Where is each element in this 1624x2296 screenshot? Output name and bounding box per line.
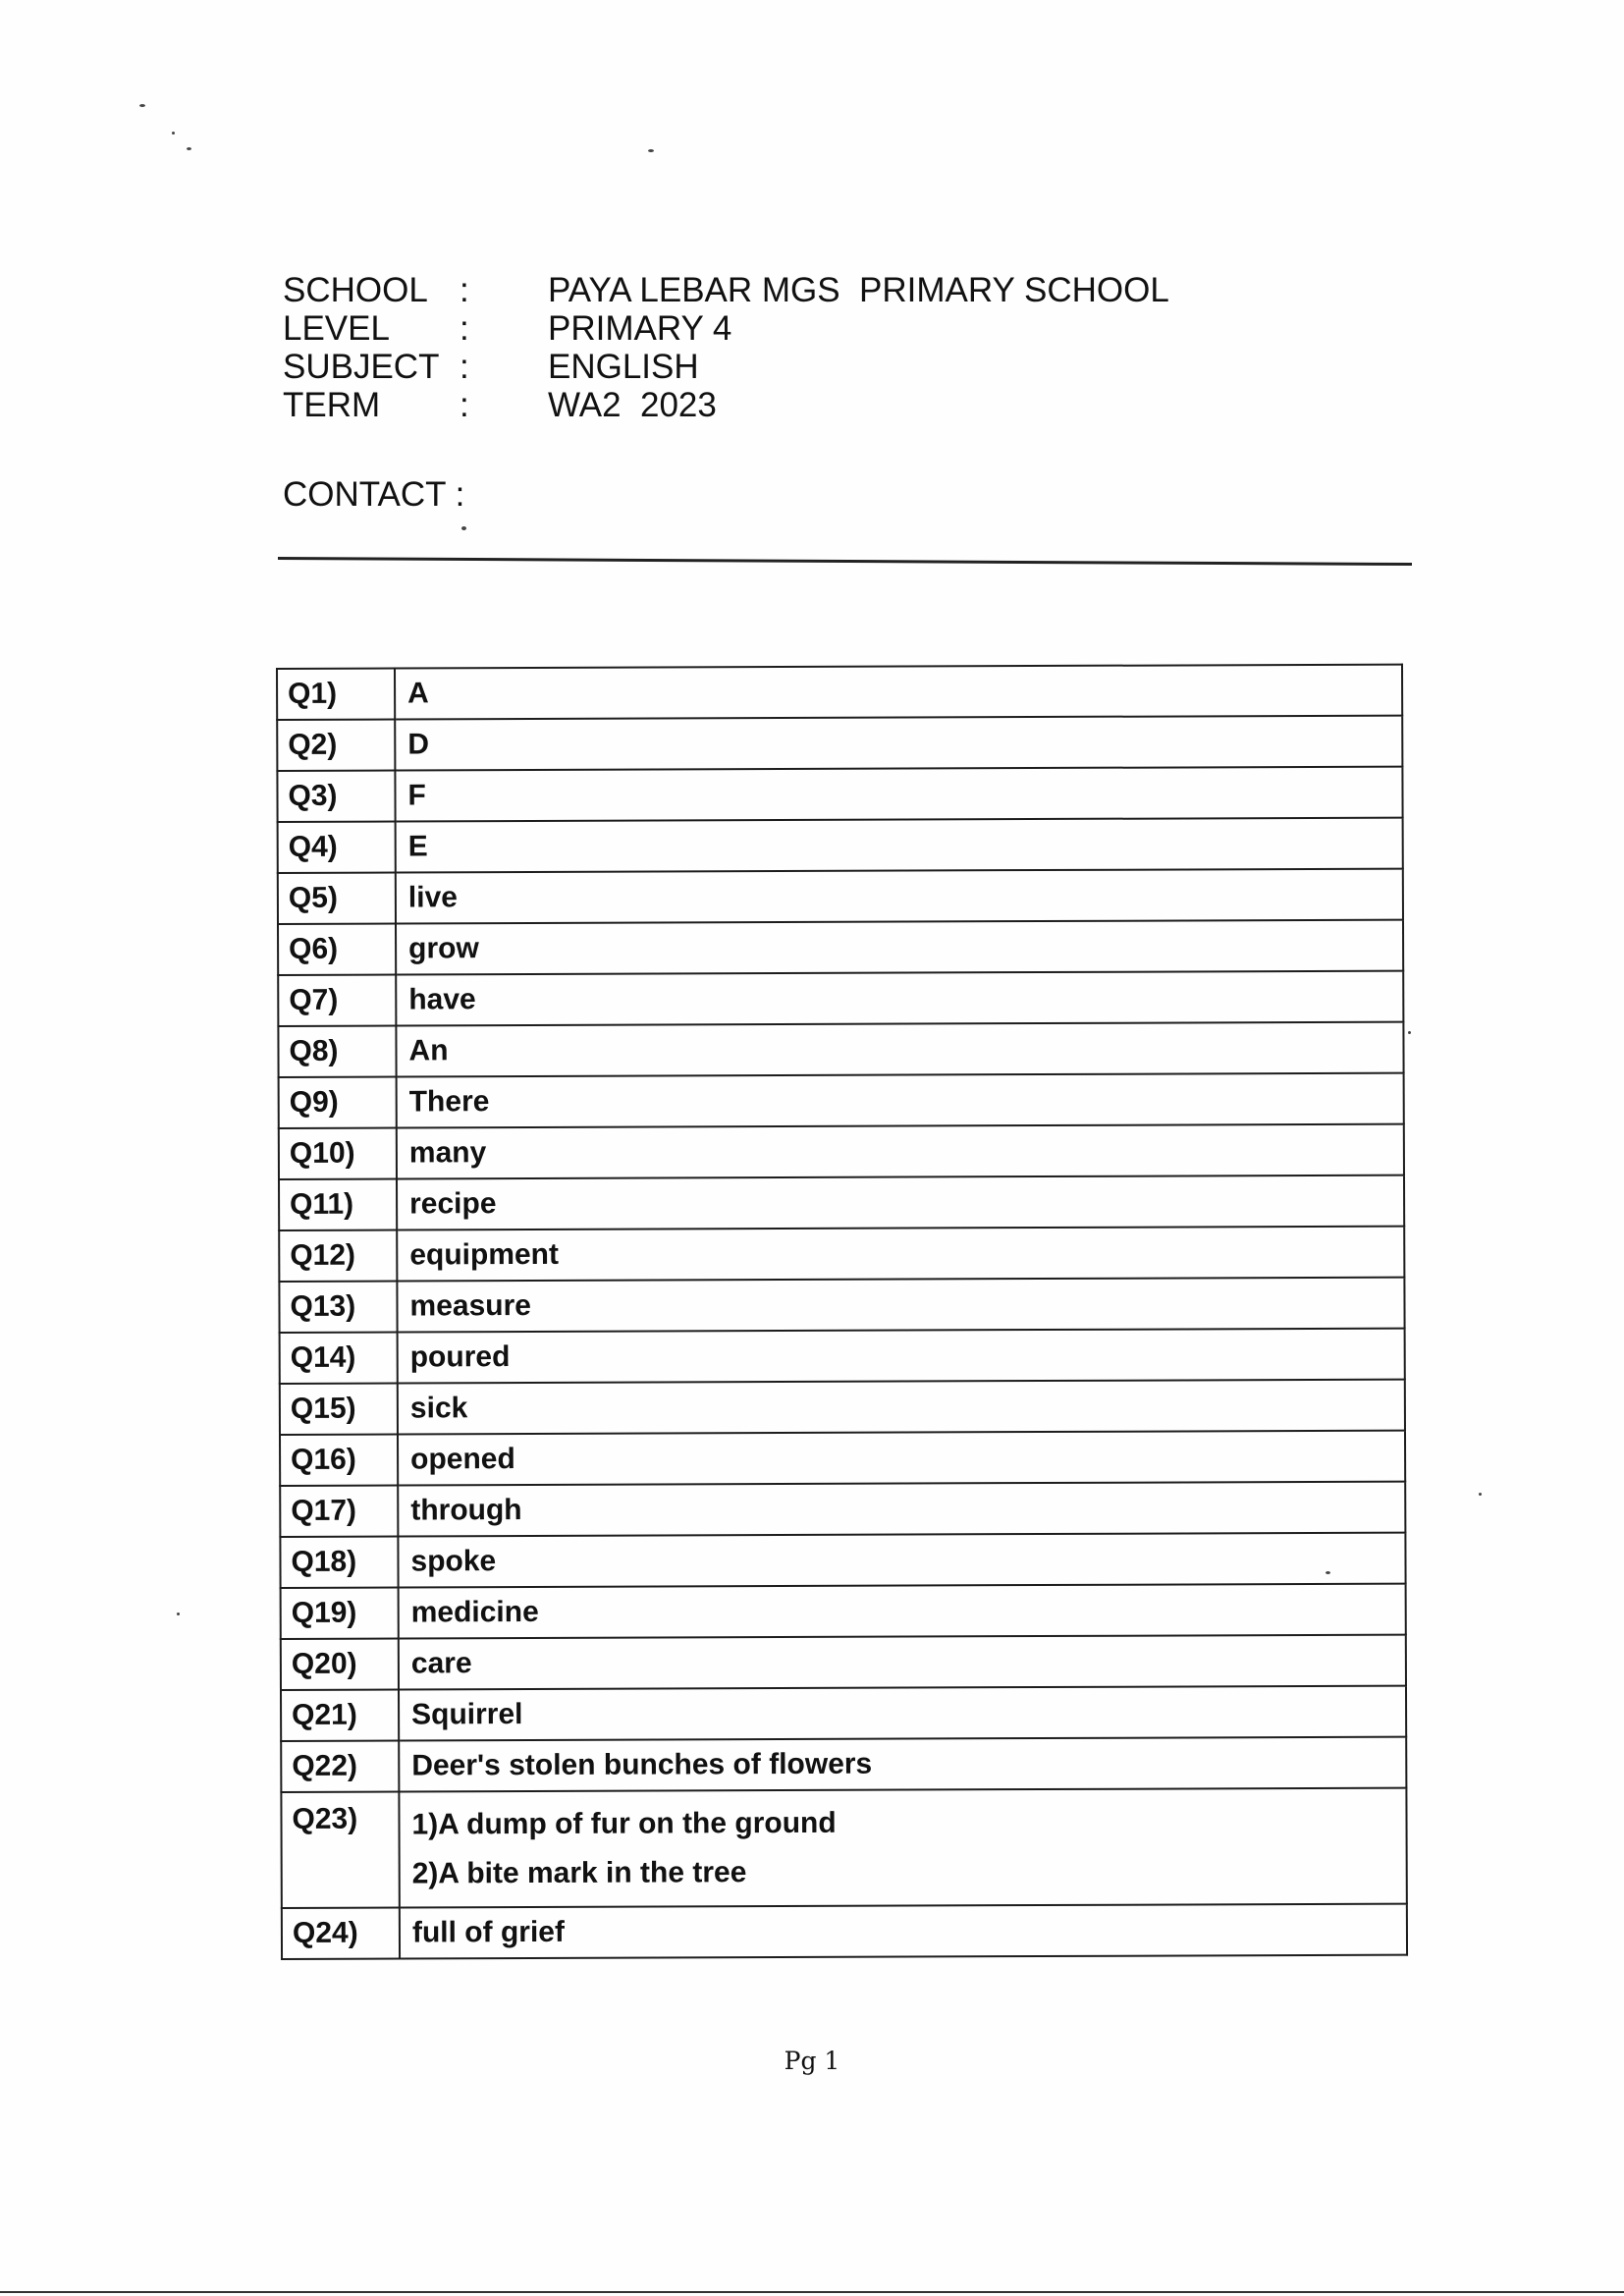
header-row-school bbox=[283, 271, 1169, 309]
header-label: TERM bbox=[283, 386, 381, 424]
question-number: Q16) bbox=[280, 1435, 398, 1486]
header-colon: : bbox=[460, 309, 469, 348]
question-number: Q8) bbox=[278, 1026, 396, 1077]
answer-text: through bbox=[398, 1482, 1405, 1537]
answer-text: E bbox=[396, 818, 1403, 873]
answer-text: recipe bbox=[397, 1175, 1404, 1230]
answer-text: full of grief bbox=[400, 1904, 1407, 1959]
answer-text: There bbox=[397, 1073, 1404, 1128]
answer-text: grow bbox=[396, 920, 1403, 975]
table-row bbox=[278, 920, 1403, 975]
table-row bbox=[280, 1380, 1405, 1435]
question-number: Q14) bbox=[280, 1333, 398, 1384]
table-row bbox=[278, 818, 1403, 873]
scan-edge-line bbox=[0, 2291, 1624, 2293]
table-row bbox=[281, 1635, 1406, 1690]
question-number: Q2) bbox=[277, 720, 395, 771]
table-row bbox=[278, 1022, 1403, 1077]
table-row bbox=[282, 1904, 1407, 1959]
header-row-term bbox=[283, 386, 1169, 424]
answer-text: 1)A dump of fur on the ground bbox=[411, 1806, 837, 1841]
answer-text: measure bbox=[397, 1278, 1404, 1333]
answer-table bbox=[276, 664, 1408, 1960]
question-number: Q4) bbox=[278, 822, 396, 873]
scan-speck bbox=[648, 149, 654, 152]
table-row bbox=[280, 1329, 1405, 1384]
question-number: Q22) bbox=[281, 1741, 399, 1792]
table-row bbox=[281, 1788, 1406, 1908]
question-number: Q17) bbox=[280, 1486, 398, 1537]
answer-text: Deer's stolen bunches of flowers bbox=[399, 1737, 1406, 1792]
table-row bbox=[279, 1175, 1404, 1230]
scan-speck bbox=[1326, 1571, 1330, 1574]
header-value: PRIMARY 4 bbox=[548, 309, 732, 348]
table-row bbox=[280, 1431, 1405, 1486]
question-number: Q21) bbox=[281, 1690, 399, 1741]
table-row bbox=[277, 716, 1402, 771]
table-row bbox=[279, 1124, 1404, 1179]
answer-text: An bbox=[396, 1022, 1403, 1077]
answer-text: have bbox=[396, 971, 1403, 1026]
header-row-subject bbox=[283, 348, 1169, 386]
answer-text: poured bbox=[398, 1329, 1405, 1384]
header-value: WA2 2023 bbox=[548, 386, 717, 424]
header-colon: : bbox=[460, 271, 469, 309]
question-number: Q18) bbox=[280, 1537, 398, 1588]
table-row bbox=[278, 869, 1403, 924]
scan-speck bbox=[177, 1613, 180, 1615]
answer-text: F bbox=[395, 767, 1402, 822]
answer-cell bbox=[399, 1788, 1406, 1908]
question-number: Q3) bbox=[277, 771, 395, 822]
answer-text: live bbox=[396, 869, 1403, 924]
question-number: Q5) bbox=[278, 873, 396, 924]
header-colon: : bbox=[460, 348, 469, 386]
question-number: Q24) bbox=[282, 1908, 400, 1959]
answer-text: 2)A bite mark in the tree bbox=[411, 1856, 747, 1890]
scan-speck bbox=[172, 132, 175, 135]
scan-speck bbox=[187, 147, 191, 150]
answer-text: medicine bbox=[399, 1584, 1406, 1639]
header-divider bbox=[278, 557, 1412, 566]
page-number: Pg 1 bbox=[784, 2047, 840, 2075]
header-label: SUBJECT bbox=[283, 348, 440, 386]
question-number: Q23) bbox=[281, 1792, 399, 1908]
answer-text: opened bbox=[398, 1431, 1405, 1486]
header-colon: : bbox=[460, 386, 469, 424]
answer-text: equipment bbox=[397, 1227, 1404, 1282]
question-number: Q10) bbox=[279, 1128, 397, 1179]
table-row bbox=[280, 1533, 1405, 1588]
question-number: Q7) bbox=[278, 975, 396, 1026]
table-row bbox=[281, 1737, 1406, 1792]
table-row bbox=[279, 1278, 1404, 1333]
scan-speck bbox=[1479, 1493, 1482, 1496]
header-value: ENGLISH bbox=[548, 348, 699, 386]
table-row bbox=[277, 665, 1402, 720]
header-label: LEVEL bbox=[283, 309, 390, 348]
table-row bbox=[278, 971, 1403, 1026]
table-row bbox=[281, 1584, 1406, 1639]
answer-text: A bbox=[395, 665, 1402, 720]
scan-speck bbox=[461, 526, 466, 530]
table-row bbox=[281, 1686, 1406, 1741]
answer-text: sick bbox=[398, 1380, 1405, 1435]
answer-text: care bbox=[399, 1635, 1406, 1690]
table-row bbox=[279, 1073, 1404, 1128]
question-number: Q19) bbox=[281, 1588, 399, 1639]
question-number: Q9) bbox=[279, 1077, 397, 1128]
scan-speck bbox=[1408, 1031, 1411, 1034]
question-number: Q1) bbox=[277, 669, 395, 720]
question-number: Q12) bbox=[279, 1230, 397, 1282]
answer-text: D bbox=[395, 716, 1402, 771]
header-value: PAYA LEBAR MGS PRIMARY SCHOOL bbox=[548, 271, 1169, 309]
question-number: Q15) bbox=[280, 1384, 398, 1435]
scan-speck bbox=[139, 104, 145, 107]
question-number: Q11) bbox=[279, 1179, 397, 1230]
contact-label: CONTACT : bbox=[283, 475, 465, 514]
header-label: SCHOOL bbox=[283, 271, 428, 309]
answer-text: spoke bbox=[398, 1533, 1405, 1588]
question-number: Q6) bbox=[278, 924, 396, 975]
table-row bbox=[279, 1227, 1404, 1282]
question-number: Q20) bbox=[281, 1639, 399, 1690]
table-row bbox=[280, 1482, 1405, 1537]
header-row-level bbox=[283, 309, 1169, 348]
answer-text: many bbox=[397, 1124, 1404, 1179]
table-row bbox=[277, 767, 1402, 822]
header-block bbox=[283, 271, 1169, 424]
question-number: Q13) bbox=[279, 1282, 397, 1333]
answer-text: Squirrel bbox=[399, 1686, 1406, 1741]
